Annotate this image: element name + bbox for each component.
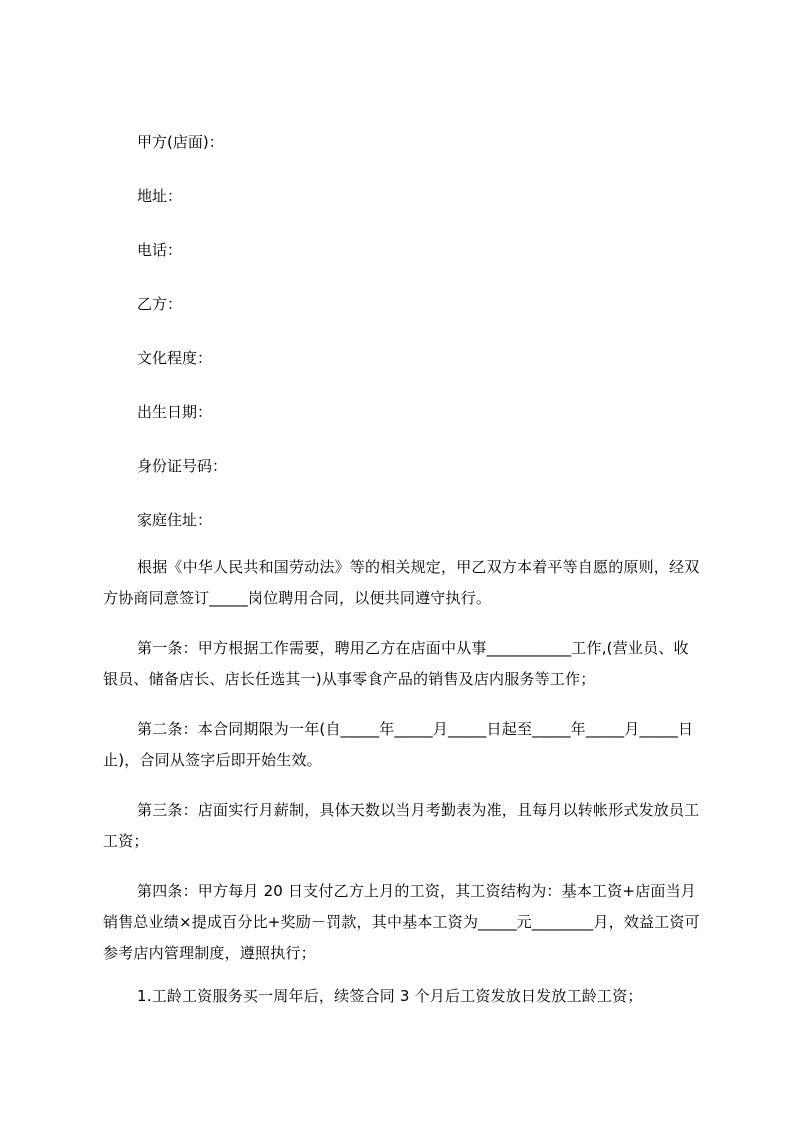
- article-3-paragraph: 第三条：店面实行月薪制，具体天数以当月考勤表为准，且每月以转帐形式发放员工工资；: [103, 801, 700, 850]
- article-1-paragraph: 第一条：甲方根据工作需要，聘用乙方在店面中从事___________工作,(营业员、收银员、储备店长、店长任选其一)从事零食产品的销售及店内服务等工作；: [103, 639, 689, 688]
- party-a-field: 甲方(店面)：: [137, 133, 224, 151]
- article-4-paragraph: 第四条：甲方每月 20 日支付乙方上月的工资，其工资结构为：基本工资+店面当月销售总业绩×提成百分比+奖励－罚款，其中基本工资为_____元________月，效益工资可参考店内管理制度，遵照执行；: [103, 882, 700, 962]
- address-field: 地址：: [137, 187, 183, 205]
- article-2-paragraph: 第二条：本合同期限为一年(自_____年_____月_____日起至_____年_____月_____日止)，合同从签字后即开始生效。: [103, 720, 694, 769]
- home-address-field: 家庭住址：: [137, 511, 213, 529]
- birth-date-field: 出生日期：: [137, 403, 213, 421]
- party-b-field: 乙方：: [137, 295, 183, 313]
- education-field: 文化程度：: [137, 349, 213, 367]
- id-number-field: 身份证号码：: [137, 457, 228, 475]
- preamble-paragraph: 根据《中华人民共和国劳动法》等的相关规定，甲乙双方本着平等自愿的原则，经双方协商同意签订_____岗位聘用合同，以便共同遵守执行。: [103, 558, 700, 607]
- list-item-1: 1.工龄工资服务买一周年后，续签合同 3 个月后工资发放日发放工龄工资；: [137, 987, 643, 1005]
- phone-field: 电话：: [137, 241, 183, 259]
